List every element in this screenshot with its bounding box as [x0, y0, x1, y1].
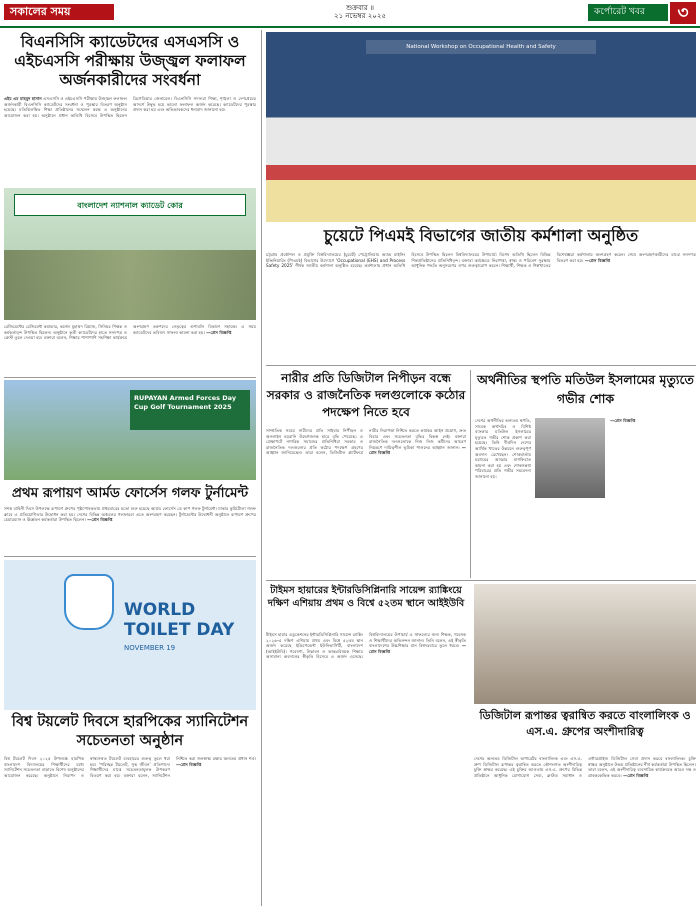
story1-credit: —প্রেস বিজ্ঞপ্তি [206, 329, 232, 335]
poster-date: NOVEMBER 19 [124, 644, 176, 652]
divider [4, 377, 256, 378]
story5-text: সাম্প্রতিক সময়ে নারীদের প্রতি সাইবার নিপীড়ন ও অনলাইন হয়রানি উদ্বেগজনক হারে বৃদ্ধি পেয়েছে। এ প্রেক্ষাপটে নাগরিক সমাজের প্রতিনিধিরা সরকার ও রাজনৈতিক দলগুলোর প্রতি কঠোর পদক্ষেপ গ্রহণের আহ্বান জানিয়েছেন। তারা বলেন, ডিজিটাল প্ল্যাটফর্মে নারীর নিরাপত্তা নিশ্চিত করতে কার্যকর আইন প্রয়োগ, দ্রুত বিচার এবং সচেতনতা বৃদ্ধির বিকল্প নেই। বক্তারা রাজনৈতিক দলগুলোকে নিজ নিজ কর্মীদের আচরণ নিয়ন্ত্রণে দায়িত্বশীল ভূমিকা পালনের আহ্বান জানান। [266, 428, 466, 456]
story3-body [4, 506, 256, 552]
divider [266, 365, 696, 366]
story1-photo [4, 188, 256, 320]
divider [4, 556, 256, 557]
story7-credit: —প্রেস বিজ্ঞপ্তি [369, 643, 466, 654]
story6-credit: —প্রেস বিজ্ঞপ্তি [610, 418, 636, 423]
page-number: ৩ [670, 2, 696, 24]
masthead: সকালের সময় [4, 4, 114, 20]
story1-body2 [4, 324, 256, 374]
divider [266, 580, 696, 581]
story3-photo [4, 380, 256, 480]
story3-banner: RUPAYAN Armed Forces Day Cup Golf Tournament 2025 [130, 390, 250, 430]
story6-portrait [535, 418, 605, 498]
story4-body [4, 756, 256, 906]
story7-headline: টাইমস হায়ারের ইন্টারডিসিপ্লিনারি সায়েন্স র‌্যাঙ্কিংয়ে দক্ষিণ এশিয়ায় প্রথম ও বিশ্বে ৫২তম স্থানে আইইউবি [267, 585, 465, 609]
column-rule [470, 370, 471, 578]
story1-body [4, 96, 256, 186]
story2-headline: চুয়েটে পিএমই বিভাগের জাতীয় কর্মশালা অনুষ্ঠিত [323, 226, 639, 245]
column-rule [261, 30, 262, 906]
story6-body-right [610, 418, 696, 578]
story6-text: দেশের অর্থনীতির অন্যতম স্থপতি, সাবেক অর্থসচিব ও বিশিষ্ট ব্যাংকার মতিউল ইসলামের মৃত্যুতে গভীর শোক প্রকাশ করা হয়েছে। তিনি দীর্ঘদিন দেশের আর্থিক খাতের উন্নয়নে গুরুত্বপূর্ণ অবদান রেখেছেন। শোকবার্তায় মরহুমের আত্মার মাগফিরাত কামনা করা হয় এবং শোকসন্তপ্ত পরিবারের প্রতি গভীর সমবেদনা জানানো হয়। [475, 418, 531, 479]
story6-body-left [475, 418, 531, 578]
story8-body [474, 756, 696, 906]
story8-headline: ডিজিটাল রূপান্তর ত্বরান্বিত করতে বাংলালিংক ও এস.এ. গ্রুপের অংশীদারিত্ব [479, 709, 691, 738]
story2-body [266, 252, 696, 362]
poster-title: WORLD TOILET DAY [124, 600, 235, 640]
date-weekday: শুক্রবার ॥ [346, 4, 374, 12]
story2-banner: National Workshop on Occupational Health and Safety [366, 40, 596, 54]
story7-text: টাইমস হায়ার এডুকেশনের ইন্টারডিসিপ্লিনারি সায়েন্স র‌্যাঙ্কিং ২০২৬-এ দক্ষিণ এশিয়ায় প্রথম এবং বিশ্বে ৫২তম স্থান অর্জন করেছে ইন্ডিপেন্ডেন্ট ইউনিভার্সিটি, বাংলাদেশ (আইইউবি)। গবেষণা, উদ্ভাবন ও আন্তঃবিষয়ক শিক্ষায় অসামান্য অবদানের স্বীকৃতি হিসেবে এ অর্জন এসেছে। বিশ্ববিদ্যালয়ের উপাচার্য এ সাফল্যের জন্য শিক্ষক, গবেষক ও শিক্ষার্থীদের অভিনন্দন জানান। তিনি বলেন, এই স্বীকৃতি বাংলাদেশের উচ্চশিক্ষার মান বিশ্বদরবারে তুলে ধরবে। [266, 632, 466, 660]
story4-headline: বিশ্ব টয়লেট দিবসে হারপিকের স্যানিটেশন সচেতনতা অনুষ্ঠান [11, 713, 249, 749]
story1-text2: রেজিমেন্টের রেজিমেন্ট কমান্ডার, কর্নেল মুহাম্মদ রিয়াজ, সিনিয়র শিক্ষক ও কর্মকর্তাবৃন্দ উপস্থিত ছিলেন। অনুষ্ঠানে কৃতী ক্যাডেটদের হাতে সনদপত্র ও ক্রেস্ট তুলে দেওয়া হয়। বক্তারা বলেন, শিক্ষার পাশাপাশি সহশিক্ষা কার্যক্রমে অংশগ্রহণ তরুণদের নেতৃত্বের গুণাবলি বিকাশে সহায়ক। এ সময় ক্যাডেটদের ভবিষ্যৎ সাফল্য কামনা করা হয়। [4, 324, 256, 341]
story2-photo [266, 32, 696, 222]
story3-headline: প্রথম রূপায়ণ আর্মড ফোর্সেস গলফ টুর্নামেন্ট [11, 485, 249, 501]
story5-body [266, 428, 466, 576]
story5-credit: —প্রেস বিজ্ঞপ্তি [369, 444, 466, 456]
story2-credit: —প্রেস বিজ্ঞপ্তি [584, 257, 611, 263]
story2-text: চট্টগ্রাম প্রকৌশল ও প্রযুক্তি বিশ্ববিদ্যালয়ের (চুয়েট) পেট্রোলিয়াম অ্যান্ড মাইনিং ইঞ্জিনিয়ারিং (পিএমই) বিভাগের উদ্যোগে ‘Occupational (EHS) and Process Safety 2025’ শীর্ষক জাতীয় কর্মশালা অনুষ্ঠিত হয়েছে। কর্মশালায় প্রধান অতিথি হিসেবে উপস্থিত ছিলেন বিশ্ববিদ্যালয়ের উপাচার্য। বিশেষ অতিথি ছিলেন বিভিন্ন শিল্পপ্রতিষ্ঠানের প্রতিনিধিবৃন্দ। বক্তারা কর্মক্ষেত্রে নিরাপত্তা, স্বাস্থ্য ও পরিবেশ সুরক্ষায় আধুনিক পদ্ধতি অনুসরণের ওপর গুরুত্বারোপ করেন। শিক্ষার্থী, শিক্ষক ও শিল্পখাতের বিশেষজ্ঞরা কর্মশালায় অংশগ্রহণ করেন। শেষে অংশগ্রহণকারীদের মাঝে সনদপত্র বিতরণ করা হয়। [266, 252, 696, 269]
story1-byline: এইচ এম মাহমুদ হাসান [4, 96, 42, 101]
story3-text: সশস্ত্র বাহিনী দিবস উপলক্ষে রূপায়ণ গ্রুপের পৃষ্ঠপোষকতায় প্রথমবারের মতো শুরু হয়েছে আর্মড ফোর্সেস ডে কাপ গলফ টুর্নামেন্ট। ঢাকার কুর্মিটোলা গলফ ক্লাবে এ প্রতিযোগিতার উদ্বোধন করা হয়। দেশের বিভিন্ন অঞ্চলের গলফাররা এতে অংশগ্রহণ করছেন। টুর্নামেন্টের উদ্বোধনী অনুষ্ঠানে রূপায়ণ গ্রুপের চেয়ারম্যান ও ঊর্ধ্বতন কর্মকর্তারা উপস্থিত ছিলেন। [4, 506, 256, 523]
story1-text: এসএসসি ও এইচএসসি পরীক্ষায় উজ্জ্বল ফলাফল অর্জনকারী বিএনসিসি ক্যাডেটদের সংবর্ধনা ও পুরস্কার বিতরণ অনুষ্ঠান হয়েছে। মতিঝিলস্থিত শিক্ষা প্রতিষ্ঠানের সম্মেলন কক্ষে এ অনুষ্ঠানের আয়োজন করা হয়। অনুষ্ঠানে প্রধান অতিথি হিসেবে উপস্থিত ছিলেন ব্রিগেডিয়ার জেনারেল। বিএনসিসি সদস্যরা শিক্ষা, শৃঙ্খলা ও দেশপ্রেমের আদর্শে উদ্বুদ্ধ হয়ে ভালো ফলাফল অর্জন করেছে। ক্যাডেটদের পুরস্কার প্রদান করা হয় এবং অভিভাবকদের ধন্যবাদ জানানো হয়। [4, 96, 256, 118]
story1-banner: বাংলাদেশ ন্যাশনাল ক্যাডেট কোর [14, 194, 246, 216]
date-line [300, 4, 420, 20]
story8-text: দেশের অন্যতম ডিজিটাল অপারেটর বাংলালিংক এবং এস.এ. গ্রুপ ডিজিটাল রূপান্তর ত্বরান্বিত করতে কৌশলগত অংশীদারিত্ব চুক্তি স্বাক্ষর করেছে। এই চুক্তির আওতায় এস.এ. গ্রুপের বিভিন্ন প্রতিষ্ঠানে আধুনিক যোগাযোগ সেবা, ক্লাউড সমাধান ও এন্টারপ্রাইজ ডিজিটাল সেবা প্রদান করবে বাংলালিংক। চুক্তি স্বাক্ষর অনুষ্ঠানে উভয় প্রতিষ্ঠানের শীর্ষ কর্মকর্তারা উপস্থিত ছিলেন। তারা বলেন, এই অংশীদারিত্ব ব্যবসায়িক কার্যক্রমকে আরও দক্ষ ও গ্রাহককেন্দ্রিক করবে। [474, 756, 696, 778]
header-rule [0, 26, 700, 28]
story4-credit: —প্রেস বিজ্ঞপ্তি [176, 761, 202, 767]
story8-credit: —প্রেস বিজ্ঞপ্তি [623, 772, 649, 778]
story1-headline: বিএনসিসি ক্যাডেটদের এসএসসি ও এইচএসসি পরীক্ষায় উজ্জ্বল ফলাফল অর্জনকারীদের সংবর্ধনা [14, 32, 246, 89]
story8-photo [474, 584, 696, 704]
story7-body [266, 632, 466, 906]
group-photo [4, 250, 256, 320]
section-label: কর্পোরেট খবর [588, 4, 668, 21]
toilet-icon [64, 574, 114, 630]
story4-poster [4, 560, 256, 710]
story3-credit: —প্রেস বিজ্ঞপ্তি [87, 517, 113, 523]
story5-headline: নারীর প্রতি ডিজিটাল নিপীড়ন বন্ধে সরকার ও রাজনৈতিক দলগুলোকে কঠোর পদক্ষেপ নিতে হবে [266, 371, 466, 419]
date-full: ২১ নভেম্বর ২০২৫ [334, 12, 386, 20]
story6-headline: অর্থনীতির স্থপতি মতিউল ইসলামের মৃত্যুতে গভীর শোক [477, 372, 694, 406]
story4-text: বিশ্ব টয়লেট দিবস ২০২৫ উপলক্ষে হারপিক বাংলাদেশ বিদ্যালয়ের শিক্ষার্থীদের মধ্যে স্যানিটেশন সচেতনতা বাড়াতে বিশেষ অনুষ্ঠানের আয়োজন করেছে। অনুষ্ঠানে নিরাপদ ও স্বাস্থ্যসম্মত টয়লেট ব্যবহারের গুরুত্ব তুলে ধরা হয়। ‘পরিচ্ছন্ন টয়লেট, সুস্থ জীবন’ প্রতিপাদ্যে শিক্ষার্থীদের মাঝে সচেতনতামূলক উপকরণ বিতরণ করা হয়। বক্তারা বলেন, স্যানিটেশন নিশ্চিত করা জনস্বাস্থ্য রক্ষার অন্যতম প্রধান শর্ত। [4, 756, 256, 778]
